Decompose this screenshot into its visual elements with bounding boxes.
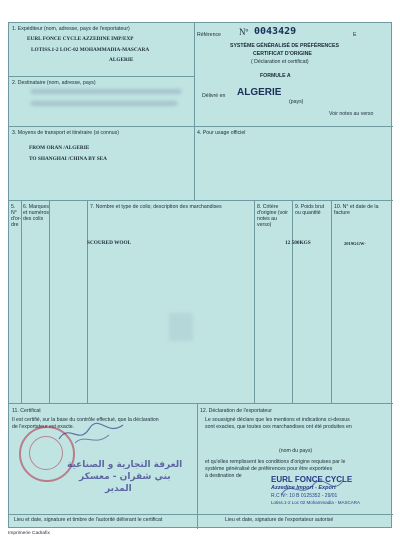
col-7-line — [87, 200, 88, 403]
col5-header: 5. N° d'or-dre — [11, 204, 22, 228]
box12-footer: Lieu et date, signature de l'exportateur autorisé — [225, 517, 334, 523]
certifier-signature — [57, 419, 127, 449]
route-to: TO SHANGHAI /CHINA BY SEA — [29, 156, 107, 162]
box2-label: 2. Destinataire (nom, adresse, pays) — [12, 80, 96, 86]
col10-header: 10. N° et date de la facture — [334, 204, 379, 216]
reference-label: Référence — [197, 32, 221, 38]
box11-text1: Il est certifié, sur la base du contrôle effectué, que la déclaration — [12, 417, 159, 423]
company-stamp-line2: Azzedine Import - Export — [271, 485, 336, 491]
col8-header: 8. Critère d'origine (voir notes au verso) — [257, 204, 288, 228]
col-9-line — [292, 200, 293, 403]
col-5-line — [21, 200, 22, 403]
pays-label: (pays) — [289, 99, 304, 105]
printer-credit: Imprimerie Cadrafix — [8, 531, 50, 536]
company-stamp-line1: EURL FONCE CYCLE — [271, 475, 353, 484]
box12-label: 12. Déclaration de l'exportateur — [200, 408, 272, 414]
delivered-country: ALGERIE — [237, 87, 282, 98]
divider-box2 — [9, 126, 393, 127]
arabic-stamp-line1: الغرفة التجارية و الصناعية — [67, 460, 183, 470]
exporter-signature — [277, 477, 347, 503]
arabic-stamp-line3: المدير — [105, 484, 132, 494]
certificate-title: CERTIFICAT D'ORIGINE — [253, 51, 312, 57]
box11-label: 11. Certificat — [12, 408, 41, 414]
redacted-consignee-line2 — [31, 101, 177, 106]
col9-header: 9. Poids brut ou quantité — [295, 204, 325, 216]
declaration-subtitle: ( Déclaration et certificat) — [251, 59, 309, 65]
box12-text1: Le soussigné déclare que les mentions et indications ci-dessus — [205, 417, 350, 423]
col6-header: 6. Marques et numéros des colis — [23, 204, 49, 222]
form-a-title: FORMULE A — [260, 73, 291, 79]
certificate-form — [8, 22, 392, 528]
col-6-line — [49, 200, 50, 403]
box12-footer-line — [197, 514, 393, 515]
box12-text5: à destination de — [205, 473, 242, 479]
redacted-goods-mark — [169, 313, 193, 341]
divider-box11-12 — [197, 403, 198, 529]
system-title: SYSTÈME GÉNÉRALISÉ DE PRÉFÉRENCES — [230, 43, 339, 49]
reference-number: 0043429 — [254, 26, 297, 37]
reference-suffix: E — [353, 32, 357, 38]
col-8-line — [254, 200, 255, 403]
box11-text2: de l'exportateur est exacte. — [12, 424, 75, 430]
box12-text4: système généralisé de préférences pour être exportées — [205, 466, 333, 472]
exporter-name: EURL FONCE CYCLE AZZEDINE IMP/EXP — [27, 36, 134, 42]
box1-label: 1. Expéditeur (nom, adresse, pays de l'exportateur) — [12, 26, 130, 32]
divider-box3-4 — [194, 126, 195, 200]
divider-box3 — [9, 200, 393, 201]
divider-box1 — [9, 76, 194, 77]
redacted-consignee-line1 — [31, 89, 181, 94]
exporter-address: LOTISS.1-2 LOC-02 MOHAMMADIA-MASCARA — [31, 47, 150, 53]
company-stamp-line4: Lotiss.1-2 Loc 02 Mohammadia - MASCARA — [271, 500, 361, 505]
box11-footer: Lieu et date, signature et timbre de l'autorité délivrant le certificat — [14, 517, 163, 523]
box3-label: 3. Moyens de transport et itinéraire (si connus) — [12, 130, 119, 136]
box12-text2: sont exactes, que toutes ces marchandises ont été produites en — [205, 424, 352, 430]
goods-description: SCOURED WOOL — [87, 240, 132, 246]
box12-text3: et qu'elles remplissent les conditions d'origine requises par le — [205, 459, 346, 465]
box12-country-label: (nom du pays) — [279, 448, 313, 454]
divider-goods — [9, 403, 393, 404]
company-stamp-line3: R.C Nº: 10 B 0125352 - 29/01 — [271, 493, 338, 499]
exporter-country: ALGERIE — [109, 57, 134, 63]
box4-label: 4. Pour usage officiel — [197, 130, 246, 136]
delivered-label: Délivré en — [202, 93, 226, 99]
col-10-line — [331, 200, 332, 403]
goods-weight: 12 500KGS — [285, 240, 311, 246]
invoice-number: 2019GGW- — [344, 241, 366, 246]
arabic-stamp-line2: بني شقران - معسكر — [79, 472, 171, 482]
reference-prefix: Nº — [239, 27, 249, 37]
route-from: FROM ORAN /ALGERIE — [29, 145, 90, 151]
box11-footer-line — [9, 514, 197, 515]
notes-label: Voir notes au verso — [329, 111, 374, 117]
col7-header: 7. Nombre et type de colis; description des marchandises — [90, 204, 222, 210]
